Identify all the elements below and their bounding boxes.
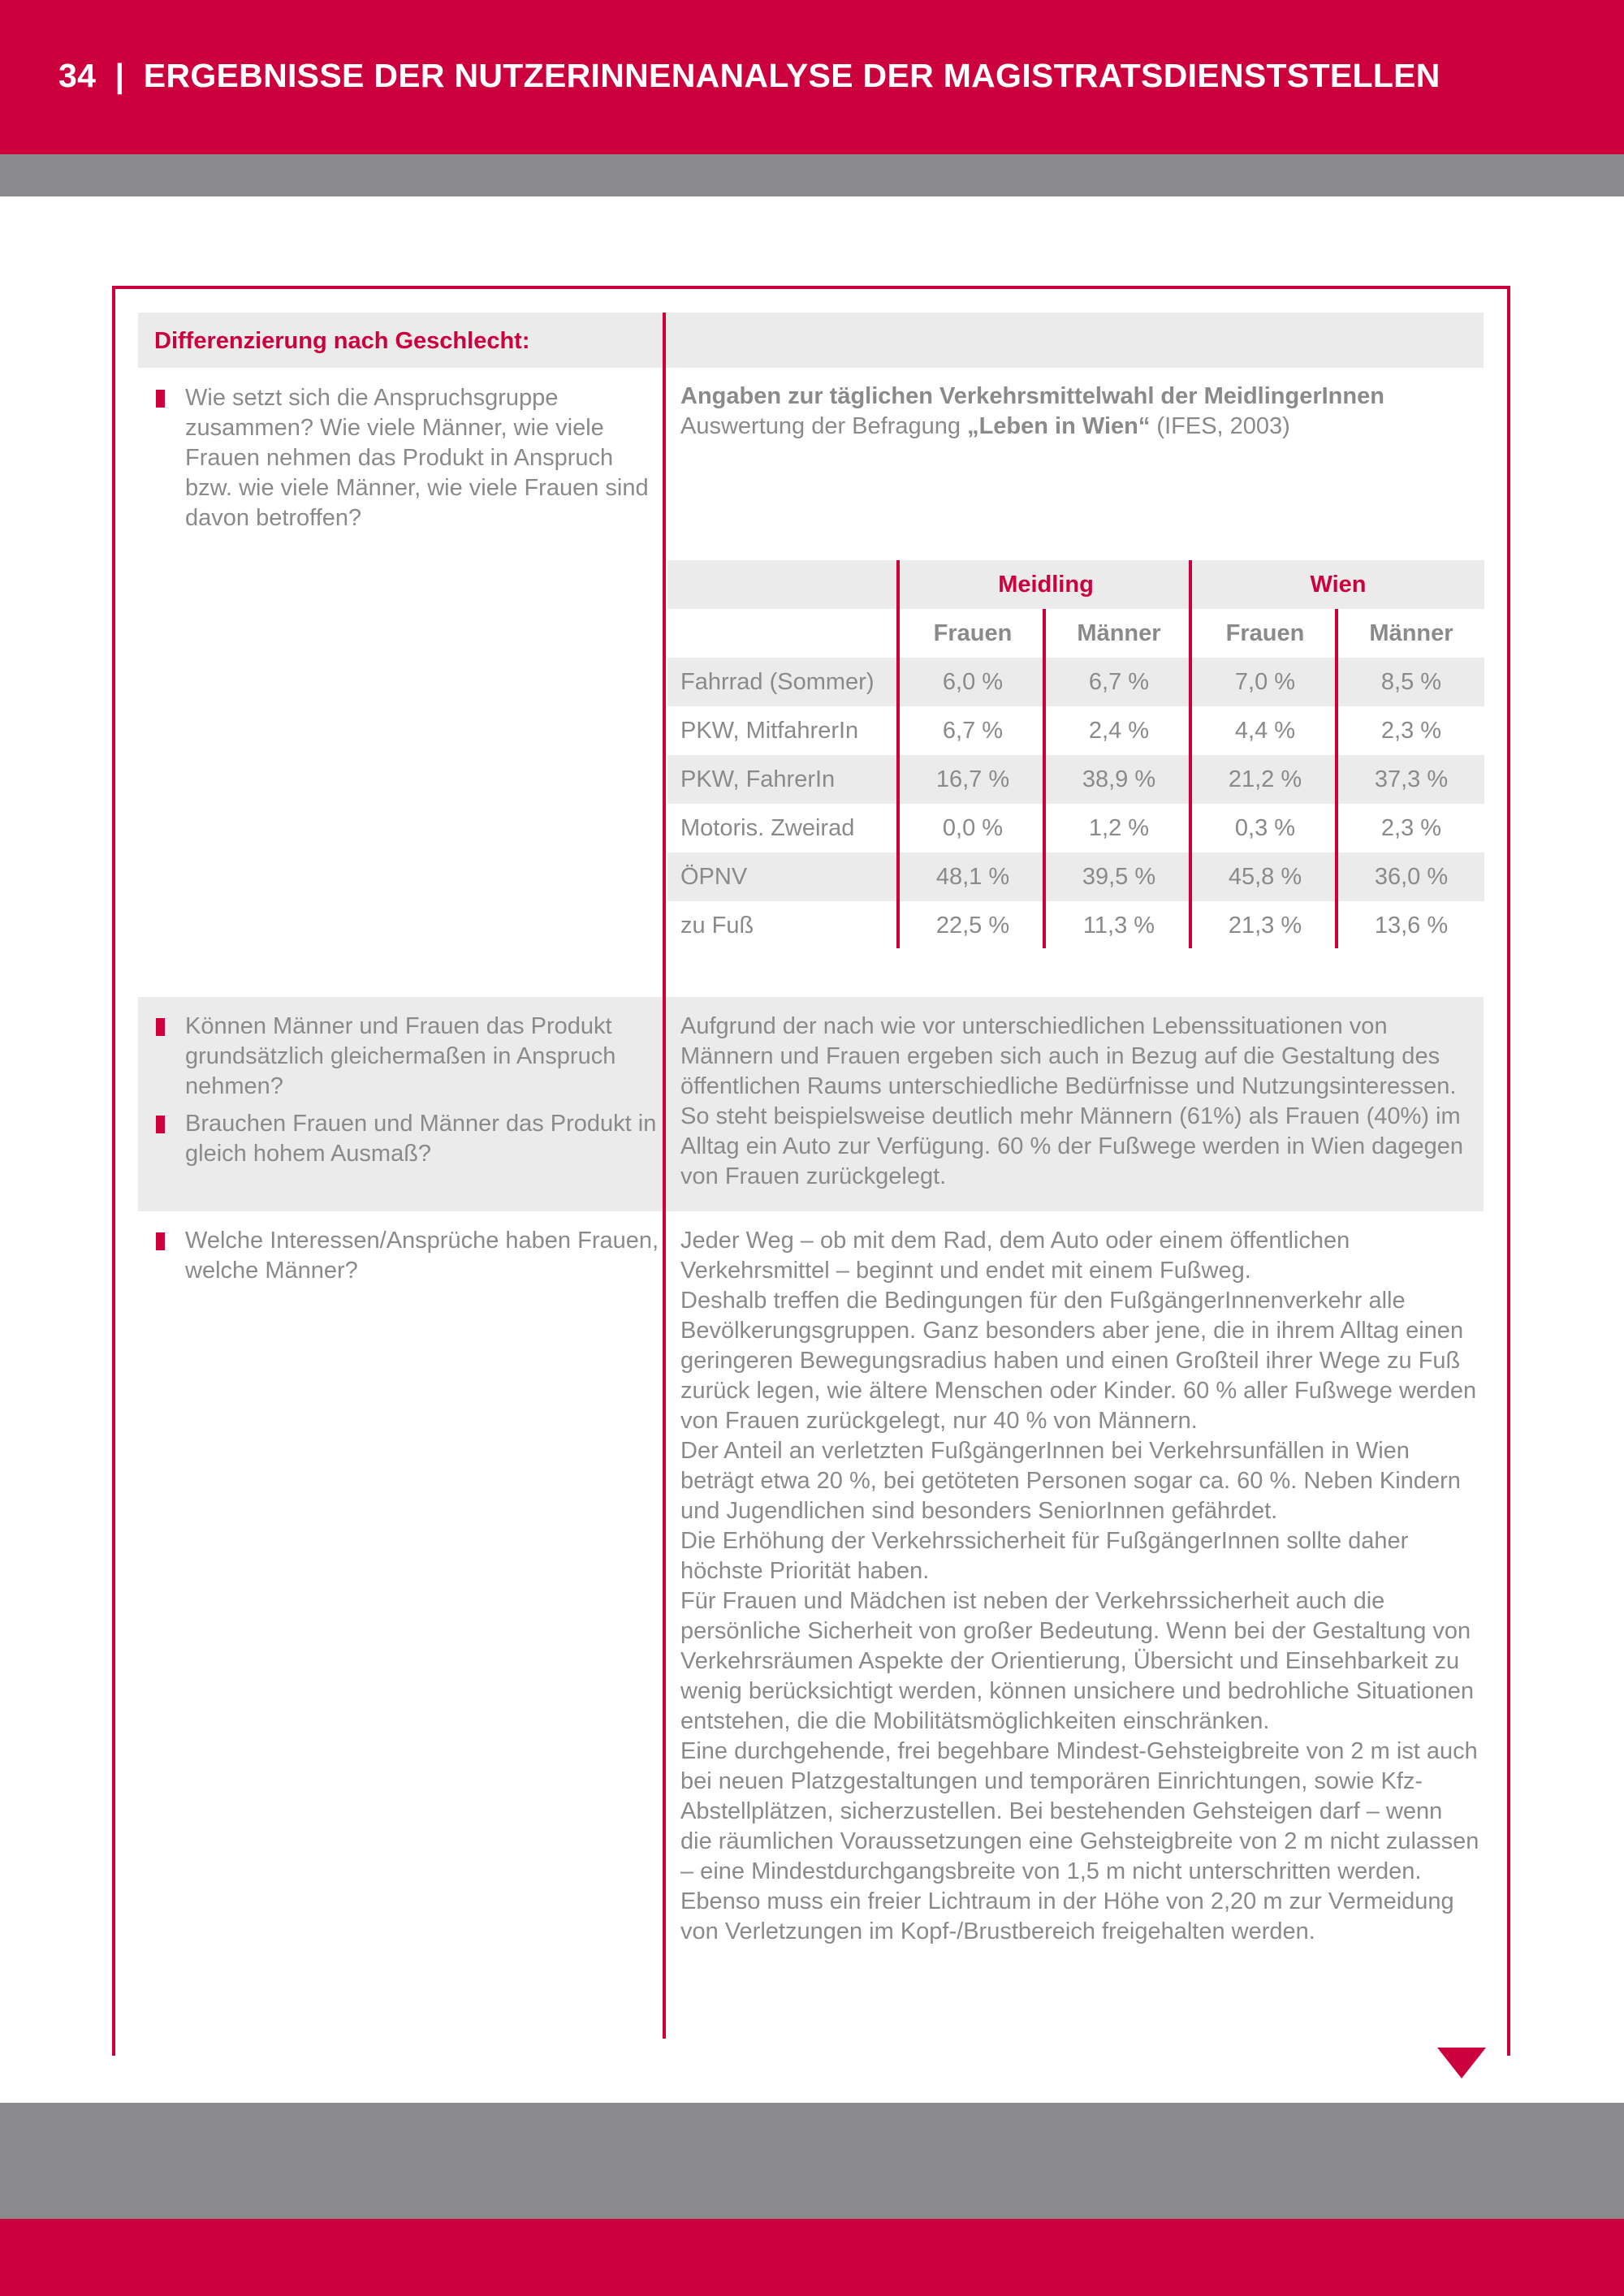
question-composition (156, 383, 659, 533)
table-rule (1189, 560, 1192, 948)
paragraph: Jeder Weg – ob mit dem Rad, dem Auto oder einem öffentlichen Verkehrsmittel – beginnt und endet mit einem Fußweg. (680, 1228, 1350, 1284)
question-text: Brauchen Frauen und Männer das Produkt in gleich hohem Ausmaß? (185, 1111, 657, 1167)
question-text: Können Männer und Frauen das Produkt grundsätzlich gleichermaßen in Anspruch nehmen? (185, 1013, 616, 1099)
page-number: 34 (58, 57, 97, 94)
table-row (667, 804, 1484, 852)
subheader-meidling-frauen: Frauen (933, 620, 1013, 646)
table-row (667, 755, 1484, 804)
footer-gray-strip (0, 2103, 1624, 2219)
paragraph: Eine durchgehende, frei begehbare Mindest-Gehsteigbreite von 2 m ist auch bei neuen Platzgestaltungen und temporären Einrichtungen, sowie Kfz-Abstellplätzen, sicherzustellen. Bei bestehenden Gehsteigen darf – wenn die räumlichen Voraussetzungen eine Gehsteigbreite von 2 m nicht zulassen – eine Mindestdurchgangsbreite von 1,5 m nicht unterschritten werden. Ebenso muss ein freier Lichtraum in der Höhe von 2,20 m zur Vermeidung von Verletzungen im Kopf-/Brustbereich freigehalten werden. (680, 1738, 1479, 1944)
table-cell: 7,0 % (1234, 669, 1296, 695)
paragraph: Die Erhöhung der Verkehrssicherheit für FußgängerInnen sollte daher höchste Priorität haben. (680, 1528, 1409, 1584)
table-rule (1043, 609, 1046, 948)
table-cell: 8,5 % (1380, 669, 1442, 695)
red-bullet-icon (156, 1232, 165, 1250)
question-text: Wie setzt sich die Anspruchsgruppe zusammen? Wie viele Männer, wie viele Frauen nehmen das Produkt in Anspruch bzw. wie viele Männer, wie viele Frauen sind davon betroffen? (185, 385, 649, 531)
red-bullet-icon (156, 1116, 165, 1133)
column-divider (663, 313, 666, 2039)
row-label: PKW, FahrerIn (680, 766, 836, 792)
down-triangle-icon (1437, 2048, 1486, 2078)
frame-top-border (112, 286, 1510, 289)
subheader-wien-maenner: Männer (1369, 620, 1453, 646)
table-cell: 48,1 % (935, 864, 1010, 890)
table-cell: 37,3 % (1374, 766, 1449, 792)
group-wien: Wien (1310, 572, 1367, 598)
table-group-header-row (667, 560, 1484, 609)
table-source (680, 412, 1484, 442)
table-row (667, 706, 1484, 755)
paragraph: Für Frauen und Mädchen ist neben der Verkehrssicherheit auch die persönliche Sicherheit von großer Bedeutung. Wenn bei der Gestaltung von Verkehrsräumen Aspekte der Orientierung, Übersicht und Einsehbarkeit zu wenig berücksichtigt werden, können unsichere und bedrohliche Situationen entstehen, die die Mobilitätsmöglichkeiten einschränken. (680, 1588, 1474, 1734)
question-equal-need (156, 1109, 659, 1169)
row-label: Fahrrad (Sommer) (680, 669, 875, 695)
table-subheader-row (667, 609, 1484, 658)
footer-red-bar (0, 2219, 1624, 2296)
table-cell: 38,9 % (1082, 766, 1156, 792)
header-title: ERGEBNISSE DER NUTZERINNENANALYSE DER MAGISTRATSDIENSTSTELLEN (143, 57, 1440, 94)
table-cell: 6,7 % (1088, 669, 1150, 695)
subheader-meidling-maenner: Männer (1077, 620, 1161, 646)
table-cell: 22,5 % (935, 913, 1010, 939)
table-heading: Angaben zur täglichen Verkehrsmittelwahl der MeidlingerInnen (680, 383, 1384, 409)
table-rule (896, 560, 900, 948)
table-cell: 0,3 % (1234, 815, 1296, 841)
table-cell: 21,3 % (1228, 913, 1302, 939)
table-row (667, 901, 1484, 950)
table-row (667, 658, 1484, 706)
question-text: Welche Interessen/Ansprüche haben Frauen, welche Männer? (185, 1228, 659, 1284)
table-cell: 4,4 % (1234, 718, 1296, 744)
table-cell: 39,5 % (1082, 864, 1156, 890)
paragraph: Der Anteil an verletzten FußgängerInnen bei Verkehrsunfällen in Wien beträgt etwa 20 %, bei getöteten Personen sogar ca. 60 %. Neben Kindern und Jugendlichen sind besonders SeniorInnen gefährdet. (680, 1438, 1461, 1524)
row-label: Motoris. Zweirad (680, 815, 855, 841)
header-gray-strip (0, 154, 1624, 196)
question-interests (156, 1226, 659, 1286)
group-meidling: Meidling (998, 572, 1094, 598)
paragraph: Deshalb treffen die Bedingungen für den FußgängerInnenverkehr alle Bevölkerungsgruppen. Ganz besonders aber jene, die in ihrem Alltag einen geringeren Bewegungsradius haben und einen Großteil ihrer Wege zu Fuß zurück legen, wie ältere Menschen oder Kinder. 60 % aller Fußwege werden von Frauen zurückgelegt, nur 40 % von Männern. (680, 1288, 1477, 1434)
table-cell: 2,3 % (1380, 718, 1442, 744)
answer-interests (680, 1226, 1480, 1947)
row-label: ÖPNV (680, 864, 748, 890)
table-cell: 11,3 % (1082, 913, 1155, 939)
table-cell: 45,8 % (1228, 864, 1302, 890)
page-header (58, 57, 1440, 95)
subheader-wien-frauen: Frauen (1225, 620, 1305, 646)
red-bullet-icon (156, 1018, 165, 1036)
header-separator: | (114, 57, 125, 94)
table-source-prefix: Auswertung der Befragung (680, 413, 968, 439)
frame-left-border (112, 286, 115, 2056)
table-intro (680, 382, 1484, 442)
answer-equal-use: Aufgrund der nach wie vor unterschiedlichen Lebenssituationen von Männern und Frauen ergeben sich auch in Bezug auf die Gestaltung des öffentlichen Raums unterschiedliche Bedürfnisse und Nutzungsinteressen. So steht beispielsweise deutlich mehr Männern (61%) als Frauen (40%) im Alltag ein Auto zur Verfügung. 60 % der Fußwege werden in Wien dagegen von Frauen zurückgelegt. (680, 1013, 1464, 1189)
table-source-survey: „Leben in Wien“ (967, 413, 1151, 439)
table-cell: 16,7 % (935, 766, 1010, 792)
table-cell: 1,2 % (1088, 815, 1150, 841)
frame-right-border (1507, 286, 1510, 2056)
table-source-suffix: (IFES, 2003) (1150, 413, 1290, 439)
table-cell: 2,3 % (1380, 815, 1442, 841)
row-label: zu Fuß (680, 913, 754, 939)
table-cell: 13,6 % (1374, 913, 1449, 939)
table-cell: 0,0 % (942, 815, 1004, 841)
table-row (667, 852, 1484, 901)
table-cell: 2,4 % (1088, 718, 1150, 744)
table-cell: 6,0 % (942, 669, 1004, 695)
table-cell: 6,7 % (942, 718, 1004, 744)
question-equal-use (156, 1012, 659, 1102)
section-title: Differenzierung nach Geschlecht: (154, 328, 530, 354)
row-label: PKW, MitfahrerIn (680, 718, 859, 744)
red-bullet-icon (156, 390, 165, 408)
table-cell: 21,2 % (1228, 766, 1302, 792)
table-rule (1335, 609, 1338, 948)
table-cell: 36,0 % (1374, 864, 1449, 890)
